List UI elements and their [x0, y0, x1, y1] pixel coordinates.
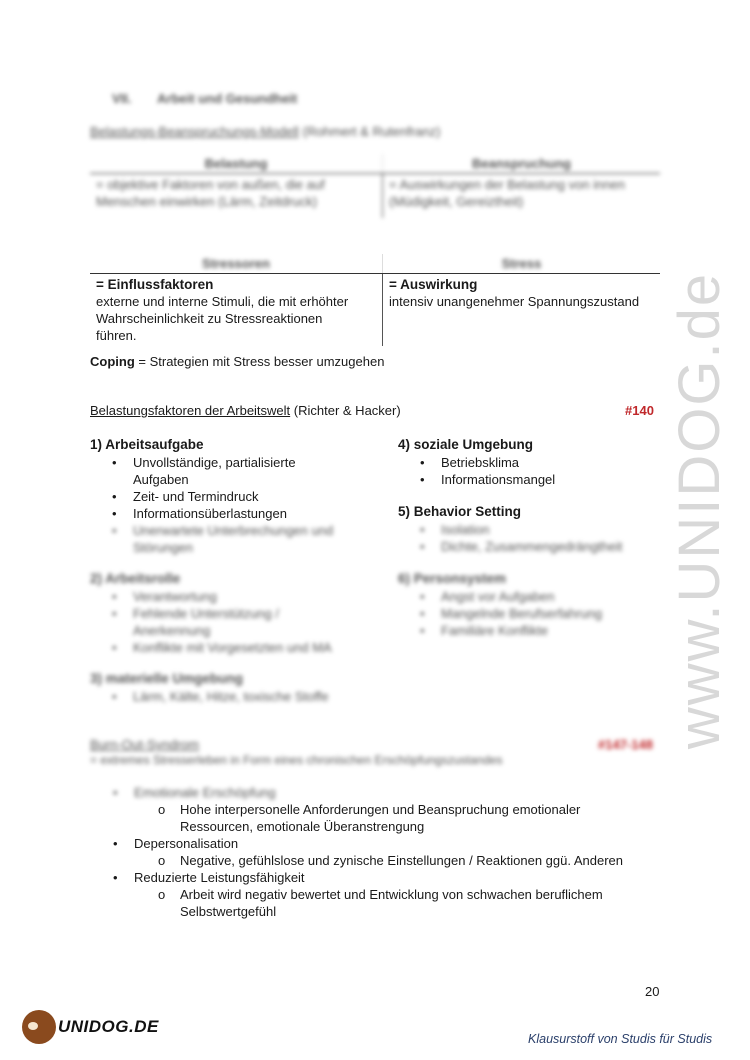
group-arbeitsaufgabe — [90, 436, 370, 556]
factors-link[interactable]: Belastungsfaktoren der Arbeitswelt — [90, 403, 291, 418]
list-item: • Familiäre Konflikte — [398, 622, 658, 639]
belastung-header: Belastung — [90, 154, 383, 174]
list-item: • Fehlende Unterstützung / — [90, 605, 370, 622]
logo-text: UNIDOG.DE — [58, 1017, 159, 1036]
section-heading — [112, 91, 297, 106]
logo — [22, 1010, 159, 1044]
burnout-definition: = extremes Stresserleben in Form eines chronischen Erschöpfungszustandes — [90, 753, 503, 767]
belastung-table — [90, 154, 660, 218]
group-title: 5) Behavior Setting — [398, 504, 522, 519]
factors-ref: #140 — [625, 403, 654, 418]
burnout-item: • Reduzierte Leistungsfähigkeit — [110, 869, 640, 886]
watermark: www.UNIDOG.de — [667, 271, 733, 749]
model-reference — [90, 124, 440, 139]
group-title: 2) Arbeitsrolle — [90, 571, 181, 586]
list-item-cont: Aufgaben — [133, 472, 189, 487]
burnout-subitem-cont: Selbstwertgefühl — [180, 904, 277, 919]
auswirkung-label: = Auswirkung — [389, 277, 478, 292]
model-link[interactable]: Belastungs-Beanspruchungs-Modell — [90, 124, 299, 139]
burnout-ref: #147-148 — [598, 737, 653, 752]
stressoren-line-3: führen. — [96, 328, 137, 343]
stressoren-line-1: externe und interne Stimuli, die mit erhöhter — [96, 294, 349, 309]
list-item: • Isolation — [398, 521, 658, 538]
coping-text: = Strategien mit Stress besser umzugehen — [134, 354, 385, 369]
list-item: • Dichte, Zusammengedrängtheit — [398, 538, 658, 555]
list-item: • Verantwortung — [90, 588, 370, 605]
burnout-link[interactable]: Burn-Out-Syndrom — [90, 737, 200, 752]
list-item: • Unvollständige, partialisierte — [90, 454, 370, 471]
section-title: Arbeit und Gesundheit — [157, 91, 298, 106]
list-item: • Angst vor Aufgaben — [398, 588, 658, 605]
burnout-subitem-cont: Ressourcen, emotionale Überanstrengung — [180, 819, 425, 834]
burnout-subitem: o Negative, gefühlslose und zynische Einstellungen / Reaktionen ggü. Anderen — [110, 852, 640, 869]
list-item-cont: Anerkennung — [133, 623, 211, 638]
group-title: 3) materielle Umgebung — [90, 671, 244, 686]
burnout-item: • Emotionale Erschöpfung — [110, 784, 640, 801]
beanspruchung-header: Beanspruchung — [383, 154, 661, 174]
einflussfaktoren-label: = Einflussfaktoren — [96, 277, 214, 292]
coping-definition — [90, 354, 384, 369]
list-item-cont: Störungen — [133, 540, 193, 555]
footer-tagline: Klausurstoff von Studis für Studis — [528, 1032, 713, 1046]
group-materielle-umgebung — [90, 670, 370, 705]
stress-description: intensiv unangenehmer Spannungszustand — [389, 294, 640, 309]
dog-mascot-icon — [22, 1010, 56, 1044]
belastung-cell: = objektive Faktoren von außen, die auf Menschen einwirken (Lärm, Zeitdruck) — [90, 174, 383, 219]
list-item: • Unerwartete Unterbrechungen und — [90, 522, 370, 539]
list-item: • Betriebsklima — [398, 454, 658, 471]
list-item: • Mangelnde Berufserfahrung — [398, 605, 658, 622]
list-item: • Lärm, Kälte, Hitze, toxische Stoffe — [90, 688, 370, 705]
burnout-subitem: o Hohe interpersonelle Anforderungen und Beanspruchung emotionaler — [110, 801, 640, 818]
stress-header: Stress — [501, 256, 542, 271]
group-personsystem — [398, 570, 658, 639]
list-item: • Informationsüberlastungen — [90, 505, 370, 522]
burnout-item: • Depersonalisation — [110, 835, 640, 852]
model-authors: (Rohmert & Rutenfranz) — [302, 124, 441, 139]
stressoren-line-2: Wahrscheinlichkeit zu Stressreaktionen — [96, 311, 323, 326]
group-behavior-setting — [398, 503, 658, 555]
group-soziale-umgebung — [398, 436, 658, 488]
list-item: • Zeit- und Termindruck — [90, 488, 370, 505]
list-item: • Informationsmangel — [398, 471, 658, 488]
section-number: VII. — [112, 91, 132, 106]
factors-heading — [90, 403, 401, 418]
list-item: • Konflikte mit Vorgesetzten und MA — [90, 639, 370, 656]
group-title: 6) Personsystem — [398, 571, 507, 586]
coping-term: Coping — [90, 354, 135, 369]
beanspruchung-cell: = Auswirkungen der Belastung von innen (Müdigkeit, Gereiztheit) — [389, 177, 625, 209]
factors-authors: (Richter & Hacker) — [290, 403, 401, 418]
burnout-subitem: o Arbeit wird negativ bewertet und Entwicklung von schwachen beruflichem — [110, 886, 640, 903]
group-title: 1) Arbeitsaufgabe — [90, 437, 204, 452]
burnout-list — [110, 784, 640, 920]
stressoren-header: Stressoren — [202, 256, 270, 271]
group-title: 4) soziale Umgebung — [398, 437, 534, 452]
stress-table — [90, 254, 660, 346]
group-arbeitsrolle — [90, 570, 370, 656]
page-number: 20 — [645, 984, 660, 999]
burnout-heading — [90, 737, 199, 752]
